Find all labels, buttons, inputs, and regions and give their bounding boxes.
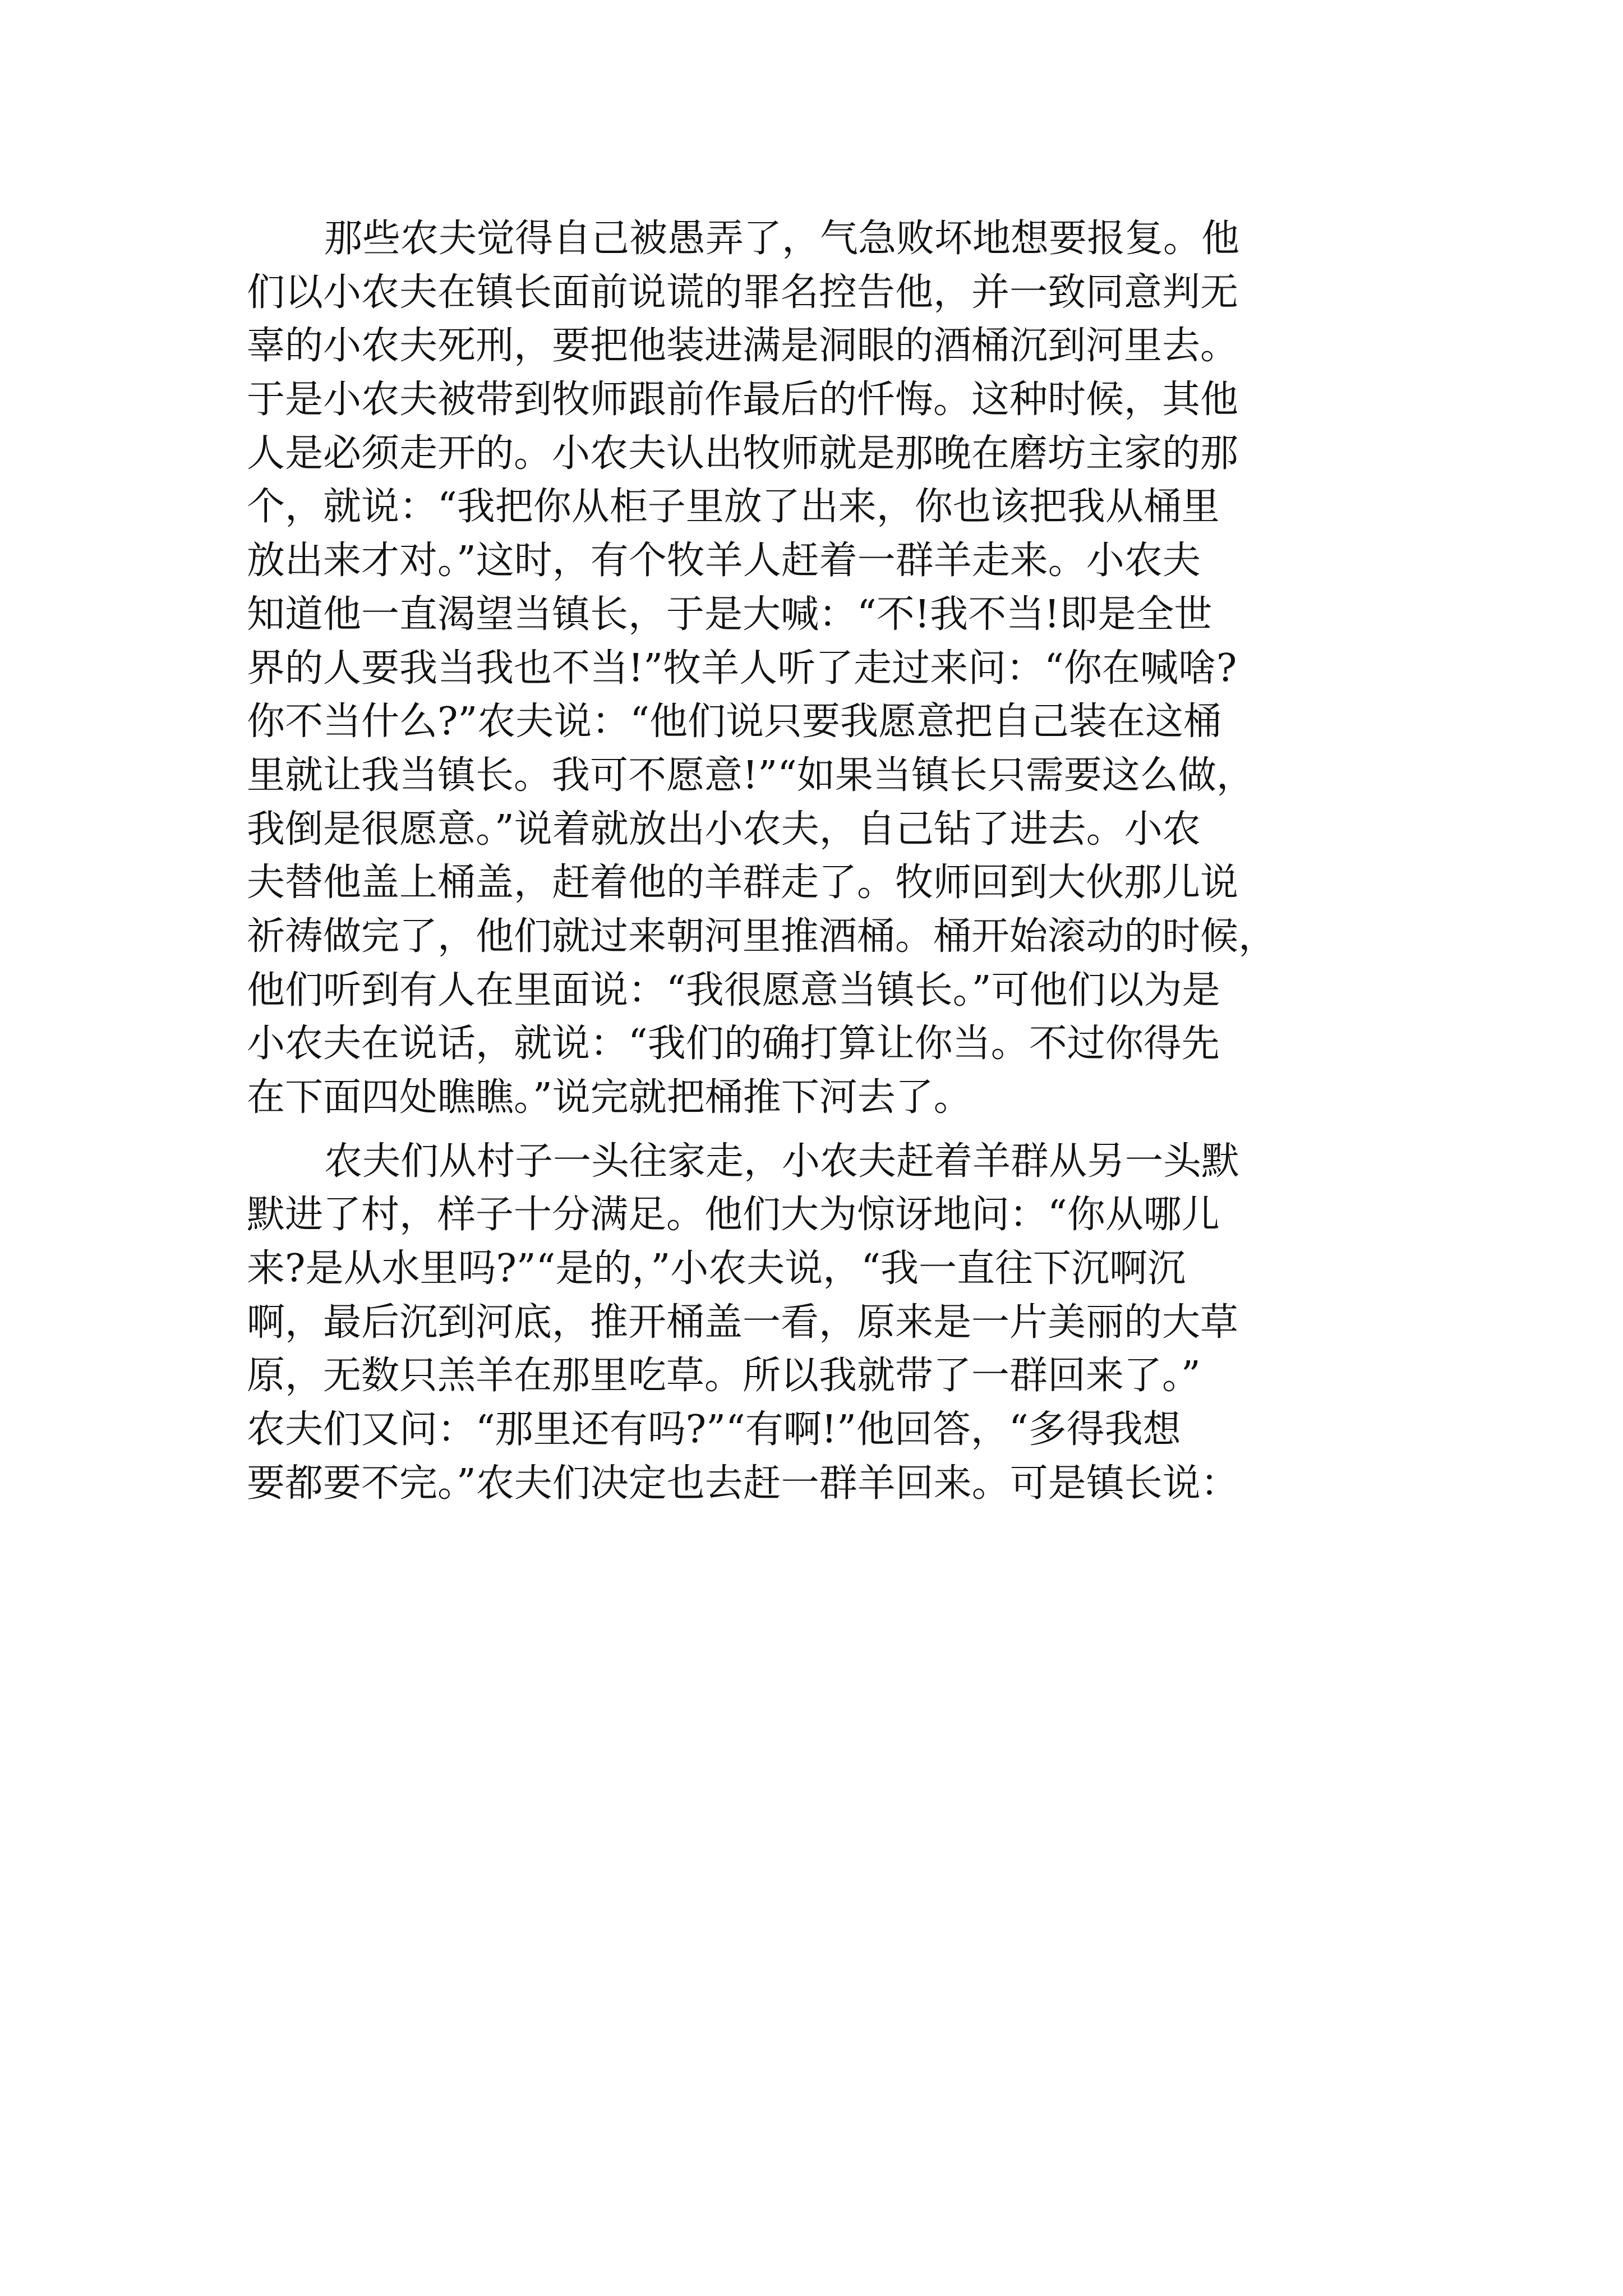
- text-line: 我倒是很愿意。”说着就放出小农夫，自己钻了进去。小农: [247, 807, 1201, 852]
- text-line: 那些农夫觉得自己被愚弄了，气急败坏地想要报复。他: [324, 217, 1240, 261]
- paragraph-2: [247, 1135, 1396, 1511]
- text-line: 个，就说：“我把你从柜子里放了出来，你也该把我从桶里: [247, 485, 1220, 530]
- text-line: 农夫们又问：“那里还有吗?”“有啊!”他回答，“多得我想: [247, 1407, 1181, 1452]
- text-line: 于是小农夫被带到牧师跟前作最后的忏悔。这种时候，其他: [247, 378, 1239, 422]
- text-line: 你不当什么?”农夫说：“他们说只要我愿意把自己装在这桶: [247, 700, 1221, 744]
- text-line: 默进了村，样子十分满足。他们大为惊讶地问：“你从哪儿: [247, 1193, 1220, 1237]
- text-line: 里就让我当镇长。我可不愿意!”“如果当镇长只需要这么做，: [247, 753, 1255, 798]
- text-line: 人是必须走开的。小农夫认出牧师就是那晚在磨坊主家的那: [247, 431, 1239, 476]
- text-line: 他们听到有人在里面说：“我很愿意当镇长。”可他们以为是: [247, 968, 1220, 1013]
- text-line: 在下面四处瞧瞧。”说完就把桶推下河去了。: [247, 1075, 972, 1120]
- text-line: 农夫们从村子一头往家走，小农夫赶着羊群从另一头默: [324, 1139, 1240, 1184]
- text-line: 们以小农夫在镇长面前说谎的罪名控告他，并一致同意判无: [247, 270, 1239, 315]
- body-text: [247, 212, 1396, 1511]
- text-line: 祈祷做完了，他们就过来朝河里推酒桶。桶开始滚动的时候，: [247, 914, 1277, 959]
- text-line: 要都要不完。”农夫们决定也去赶一群羊回来。可是镇长说：: [247, 1461, 1239, 1506]
- text-line: 小农夫在说话，就说：“我们的确打算让你当。不过你得先: [247, 1022, 1220, 1066]
- text-line: 界的人要我当我也不当!”牧羊人听了走过来问：“你在喊啥?: [247, 646, 1237, 691]
- text-line: 啊，最后沉到河底，推开桶盖一看，原来是一片美丽的大草: [247, 1300, 1239, 1345]
- text-line: 夫替他盖上桶盖，赶着他的羊群走了。牧师回到大伙那儿说: [247, 861, 1239, 905]
- text-line: 原，无数只羔羊在那里吃草。所以我就带了一群回来了。”: [247, 1354, 1201, 1398]
- paragraph-spacer: [247, 1125, 1396, 1135]
- text-line: 辜的小农夫死刑，要把他装进满是洞眼的酒桶沉到河里去。: [247, 324, 1239, 369]
- text-line: 知道他一直渴望当镇长，于是大喊：“不!我不当!即是全世: [247, 592, 1212, 637]
- text-line: 放出来才对。”这时，有个牧羊人赶着一群羊走来。小农夫: [247, 539, 1201, 583]
- paragraph-1: [247, 212, 1396, 1125]
- text-line: 来?是从水里吗?”“是的，”小农夫说，“我一直往下沉啊沉: [247, 1246, 1186, 1291]
